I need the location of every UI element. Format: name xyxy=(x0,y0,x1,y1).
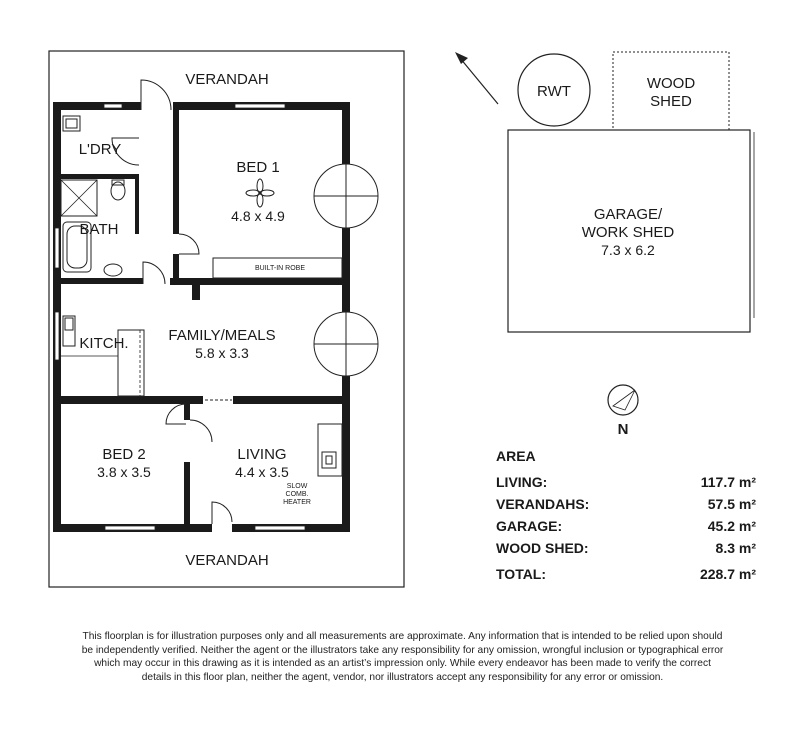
rwt-label: RWT xyxy=(537,83,571,100)
robe-label: BUILT-IN ROBE xyxy=(254,265,306,272)
area-row-label: WOOD SHED: xyxy=(496,540,589,556)
area-row xyxy=(496,537,756,559)
bed1-label: BED 1 xyxy=(236,159,280,176)
bed2-size: 3.8 x 3.5 xyxy=(97,464,151,480)
area-table xyxy=(496,448,756,585)
wood-shed-label-2: SHED xyxy=(650,93,692,110)
living-size: 4.4 x 3.5 xyxy=(235,464,289,480)
garage-label-2: WORK SHED xyxy=(581,224,675,241)
disclaimer-text: This floorplan is for illustration purposes only and all measurements are approximate. Any information that is intended to be relied upon should be independently verified. Neither the agent or the illustrators take any responsibility for any omission, wrongful inclusion or typographical error which may occur in this drawing as it is intended as an artist’s impression only. While every endeavor has been made to verify the correct details in this floor plan, neither the agent, vendor, nor illustrators accept any responsibility for any error or omission. xyxy=(81,631,724,683)
kitchen-label: KITCH. xyxy=(79,335,129,352)
area-total-label: TOTAL: xyxy=(496,566,547,582)
french-door-bed1 xyxy=(314,164,378,228)
garage-size: 7.3 x 6.2 xyxy=(601,242,655,258)
area-total-row xyxy=(496,563,756,585)
family-label: FAMILY/MEALS xyxy=(168,327,276,344)
bath-label: BATH xyxy=(79,221,119,238)
french-door-family xyxy=(314,312,378,376)
compass-icon xyxy=(608,385,638,415)
area-row-value: 117.7 m² xyxy=(700,474,756,490)
bed1-size: 4.8 x 4.9 xyxy=(231,208,285,224)
area-row-label: LIVING: xyxy=(496,474,548,490)
area-row-label: VERANDAHS: xyxy=(496,496,590,512)
heater-label-1: SLOW xyxy=(286,483,308,490)
heater-label-3: HEATER xyxy=(283,499,311,506)
wood-shed-label-1: WOOD xyxy=(646,75,696,92)
bed2-label: BED 2 xyxy=(102,446,146,463)
area-row xyxy=(496,471,756,493)
area-row xyxy=(496,493,756,515)
fixtures xyxy=(61,116,342,476)
laundry-label: L'DRY xyxy=(78,141,122,158)
family-size: 5.8 x 3.3 xyxy=(195,345,249,361)
area-row-value: 45.2 m² xyxy=(707,518,756,534)
area-total-value: 228.7 m² xyxy=(699,566,756,582)
ceiling-fan-icon xyxy=(246,179,274,207)
area-row-value: 57.5 m² xyxy=(707,496,756,512)
heater-label-2: COMB. xyxy=(285,491,309,498)
verandah-bottom-label: VERANDAH xyxy=(185,552,269,569)
verandah-top-label: VERANDAH xyxy=(185,71,269,88)
living-label: LIVING xyxy=(237,446,287,463)
direction-arrow-icon xyxy=(455,52,498,104)
area-title: AREA xyxy=(496,448,536,464)
area-row xyxy=(496,515,756,537)
garage-label-1: GARAGE/ xyxy=(593,206,663,223)
compass-label: N xyxy=(617,421,629,438)
property-boundary xyxy=(49,51,404,587)
area-row-label: GARAGE: xyxy=(496,518,563,534)
area-row-value: 8.3 m² xyxy=(715,540,756,556)
